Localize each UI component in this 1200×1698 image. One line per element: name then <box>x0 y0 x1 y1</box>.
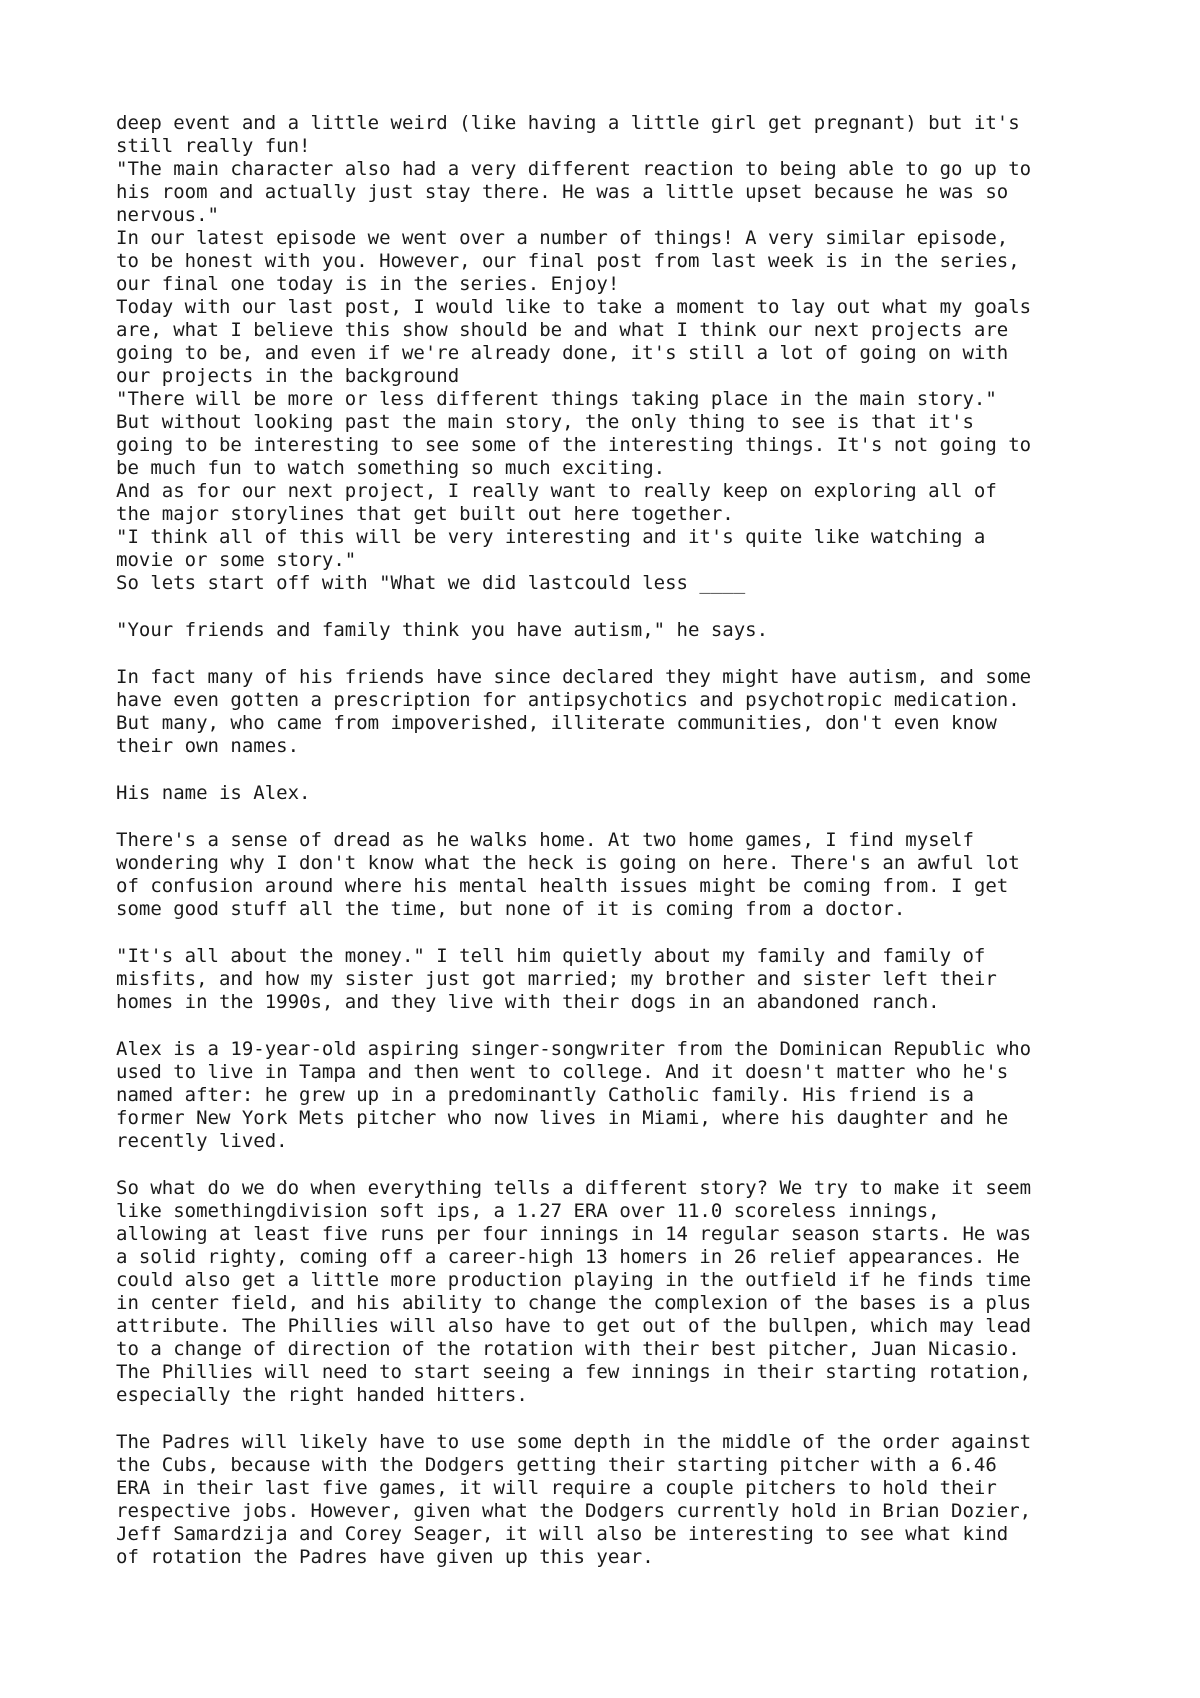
text-line: of confusion around where his mental health issues might be coming from. I get <box>116 875 1009 897</box>
text-line: In our latest episode we went over a number of things! A very similar episode, <box>116 227 1009 249</box>
text-line: deep event and a little weird (like having a little girl get pregnant) but it's <box>116 112 1020 134</box>
paragraph <box>116 829 1116 921</box>
text-line: be much fun to watch something so much exciting. <box>116 457 666 479</box>
text-line: his room and actually just stay there. He was a little upset because he was so <box>116 181 1009 203</box>
text-line: of rotation the Padres have given up this year. <box>116 1546 654 1568</box>
paragraph <box>116 1431 1116 1569</box>
text-line: could also get a little more production playing in the outfield if he finds time <box>116 1269 1032 1291</box>
text-line: to a change of direction of the rotation with their best pitcher, Juan Nicasio. <box>116 1338 1020 1360</box>
text-line: have even gotten a prescription for antipsychotics and psychotropic medication. <box>116 689 1020 711</box>
text-line: His name is Alex. <box>116 782 311 804</box>
text-line: "It's all about the money." I tell him quietly about my family and family of <box>116 945 986 967</box>
text-line: attribute. The Phillies will also have to get out of the bullpen, which may lead <box>116 1315 1032 1337</box>
text-line: nervous." <box>116 204 219 226</box>
text-line: Today with our last post, I would like to take a moment to lay out what my goals <box>116 296 1032 318</box>
text-line: some good stuff all the time, but none of it is coming from a doctor. <box>116 898 906 920</box>
text-line: "There will be more or less different things taking place in the main story." <box>116 388 997 410</box>
text-line: are, what I believe this show should be and what I think our next projects are <box>116 319 1009 341</box>
text-line: to be honest with you. However, our final post from last week is in the series, <box>116 250 1020 272</box>
text-line: named after: he grew up in a predominantly Catholic family. His friend is a <box>116 1084 974 1106</box>
text-line: In fact many of his friends have since declared they might have autism, and some <box>116 666 1032 688</box>
text-line: But many, who came from impoverished, illiterate communities, don't even know <box>116 712 997 734</box>
text-line: There's a sense of dread as he walks home. At two home games, I find myself <box>116 829 974 851</box>
text-line: our projects in the background <box>116 365 460 387</box>
paragraph <box>116 619 1116 642</box>
text-line: But without looking past the main story, the only thing to see is that it's <box>116 411 974 433</box>
text-line: the major storylines that get built out here together. <box>116 503 734 525</box>
text-line: The Padres will likely have to use some depth in the middle of the order against <box>116 1431 1032 1453</box>
document-page <box>116 112 1116 1593</box>
text-line: respective jobs. However, given what the Dodgers currently hold in Brian Dozier, <box>116 1500 1032 1522</box>
text-line: The Phillies will need to start seeing a few innings in their starting rotation, <box>116 1361 1032 1383</box>
text-line: movie or some story." <box>116 549 357 571</box>
text-line: "I think all of this will be very interesting and it's quite like watching a <box>116 526 986 548</box>
paragraph <box>116 1038 1116 1153</box>
text-line: the Cubs, because with the Dodgers getting their starting pitcher with a 6.46 <box>116 1454 997 1476</box>
text-line: especially the right handed hitters. <box>116 1384 528 1406</box>
text-line: a solid righty, coming off a career-high 13 homers in 26 relief appearances. He <box>116 1246 1020 1268</box>
text-line: still really fun! <box>116 135 311 157</box>
paragraph <box>116 945 1116 1014</box>
text-line: wondering why I don't know what the heck is going on here. There's an awful lot <box>116 852 1020 874</box>
paragraph <box>116 112 1116 595</box>
paragraph <box>116 1177 1116 1407</box>
text-line: like somethingdivision soft ips, a 1.27 ERA over 11.0 scoreless innings, <box>116 1200 940 1222</box>
text-line: And as for our next project, I really want to really keep on exploring all of <box>116 480 997 502</box>
paragraph <box>116 782 1116 805</box>
text-line: homes in the 1990s, and they live with their dogs in an abandoned ranch. <box>116 991 940 1013</box>
text-line: "Your friends and family think you have autism," he says. <box>116 619 769 641</box>
text-line: used to live in Tampa and then went to college. And it doesn't matter who he's <box>116 1061 1009 1083</box>
text-line: in center field, and his ability to change the complexion of the bases is a plus <box>116 1292 1032 1314</box>
text-line: "The main character also had a very different reaction to being able to go up to <box>116 158 1032 180</box>
text-line: our final one today is in the series. Enjoy! <box>116 273 620 295</box>
text-line: recently lived. <box>116 1130 288 1152</box>
paragraph <box>116 666 1116 758</box>
text-line: going to be, and even if we're already done, it's still a lot of going on with <box>116 342 1009 364</box>
text-line: allowing at least five runs per four innings in 14 regular season starts. He was <box>116 1223 1032 1245</box>
text-line: ERA in their last five games, it will require a couple pitchers to hold their <box>116 1477 997 1499</box>
text-line: So what do we do when everything tells a different story? We try to make it seem <box>116 1177 1032 1199</box>
text-line: Jeff Samardzija and Corey Seager, it will also be interesting to see what kind <box>116 1523 1009 1545</box>
text-line: former New York Mets pitcher who now lives in Miami, where his daughter and he <box>116 1107 1009 1129</box>
text-line: their own names. <box>116 735 300 757</box>
text-line: Alex is a 19-year-old aspiring singer-songwriter from the Dominican Republic who <box>116 1038 1032 1060</box>
text-line: going to be interesting to see some of the interesting things. It's not going to <box>116 434 1032 456</box>
text-line: So lets start off with "What we did lastcould less ____ <box>116 572 746 594</box>
text-line: misfits, and how my sister just got married; my brother and sister left their <box>116 968 997 990</box>
